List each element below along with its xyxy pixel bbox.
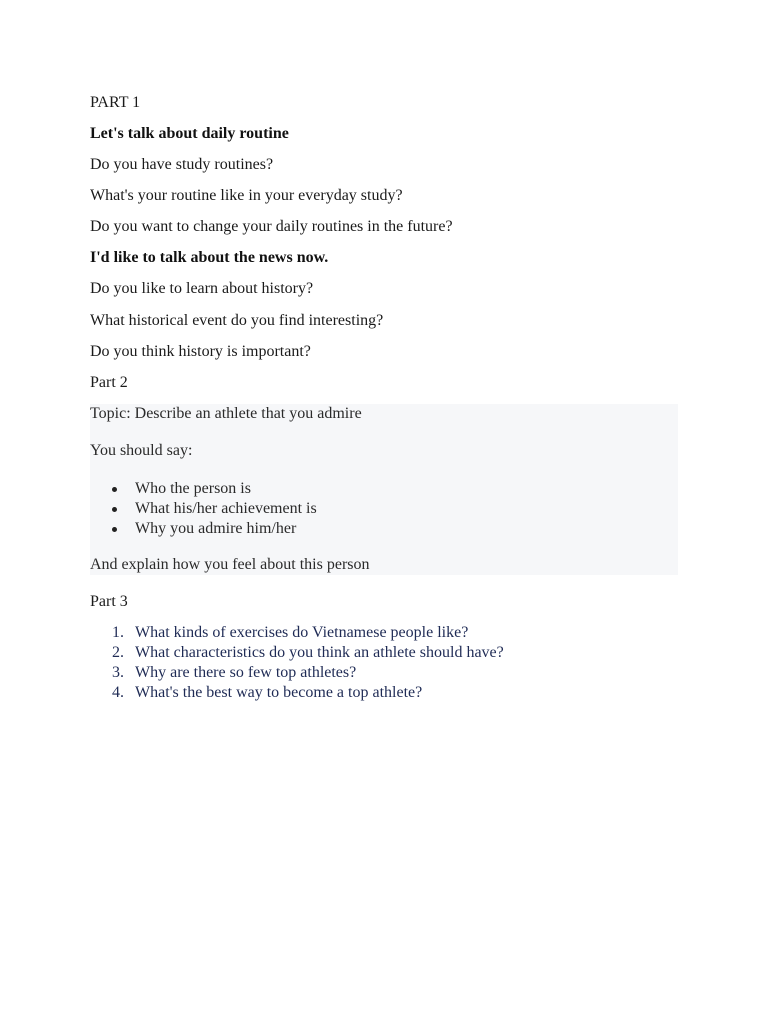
- list-item: [90, 479, 317, 499]
- question-text: What kinds of exercises do Vietnamese people like?: [135, 624, 469, 641]
- bullet-text: Who the person is: [135, 480, 251, 497]
- list-number: 3.: [112, 664, 124, 681]
- question-text: Why are there so few top athletes?: [135, 664, 357, 681]
- list-item: [90, 519, 317, 539]
- bullet-text: What his/her achievement is: [135, 500, 317, 517]
- question-learn-history: Do you like to learn about history?: [90, 280, 314, 297]
- bullet-text: Why you admire him/her: [135, 520, 297, 537]
- list-item: [90, 663, 504, 683]
- cue-card-closing: And explain how you feel about this person: [90, 556, 370, 573]
- bullet-icon: [112, 527, 117, 532]
- list-item: [90, 643, 504, 663]
- part1-heading: PART 1: [90, 94, 141, 111]
- list-item: [90, 623, 504, 643]
- question-text: What's the best way to become a top athlete?: [135, 684, 423, 701]
- part3-question-list: [90, 623, 504, 703]
- list-item: [90, 683, 504, 703]
- question-routine-everyday-study: What's your routine like in your everyday study?: [90, 187, 403, 204]
- question-change-routines: Do you want to change your daily routines in the future?: [90, 218, 453, 235]
- part3-heading: Part 3: [90, 593, 128, 610]
- question-historical-event: What historical event do you find interesting?: [90, 312, 384, 329]
- part2-heading: Part 2: [90, 374, 128, 391]
- section-title-daily-routine: Let's talk about daily routine: [90, 125, 289, 142]
- list-number: 4.: [112, 684, 124, 701]
- cue-card-topic: Topic: Describe an athlete that you admire: [90, 405, 362, 422]
- bullet-icon: [112, 487, 117, 492]
- list-number: 1.: [112, 624, 124, 641]
- question-text: What characteristics do you think an athlete should have?: [135, 644, 504, 661]
- question-history-important: Do you think history is important?: [90, 343, 311, 360]
- question-study-routines: Do you have study routines?: [90, 156, 274, 173]
- bullet-icon: [112, 507, 117, 512]
- cue-card-prompt: You should say:: [90, 442, 193, 459]
- list-item: [90, 499, 317, 519]
- cue-card-bullet-list: [90, 479, 317, 539]
- section-title-news: I'd like to talk about the news now.: [90, 249, 329, 266]
- list-number: 2.: [112, 644, 124, 661]
